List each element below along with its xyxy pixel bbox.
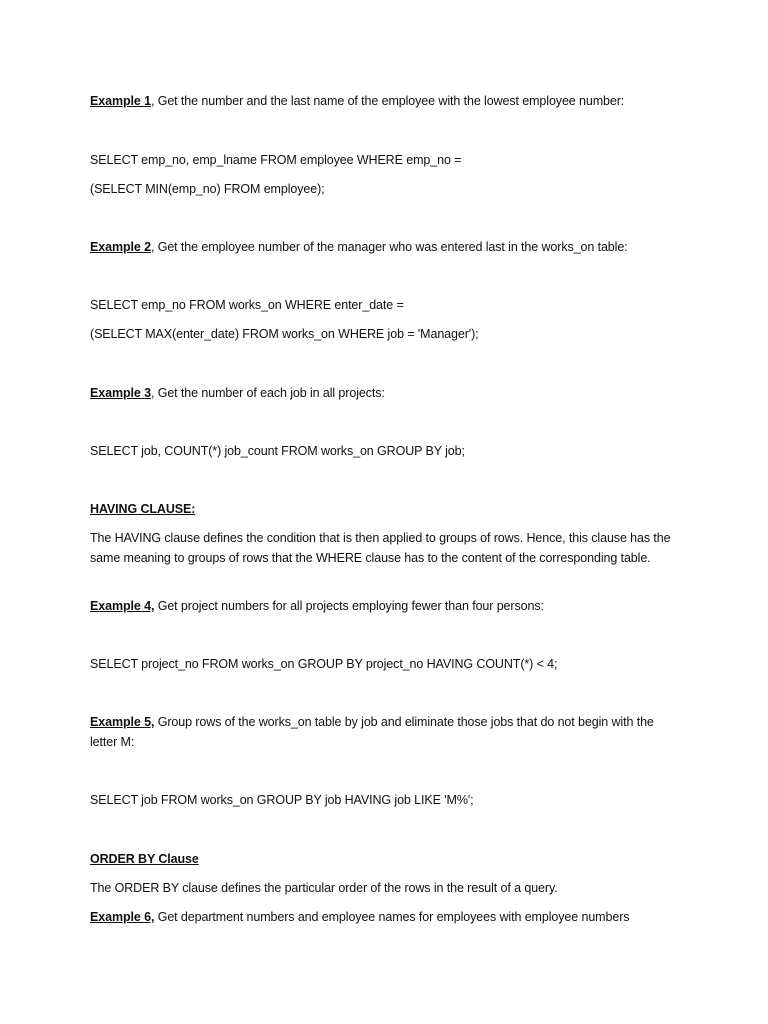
example-1-code-line-1: SELECT emp_no, emp_lname FROM employee WHERE emp_no =: [90, 153, 462, 167]
example-3-description: , Get the number of each job in all projects:: [150, 386, 385, 400]
example-6-description: Get department numbers and employee names for employees with employee numbers: [154, 910, 630, 924]
example-2-code-line-1: SELECT emp_no FROM works_on WHERE enter_date =: [90, 298, 404, 312]
example-2-description: , Get the employee number of the manager who was entered last in the works_on table:: [150, 240, 628, 254]
example-5-description: Group rows of the works_on table by job and eliminate those jobs that do not begin with the letter M:: [90, 715, 654, 749]
example-1-label: Example 1: [90, 94, 151, 108]
order-by-paragraph: The ORDER BY clause defines the particular order of the rows in the result of a query.: [90, 881, 558, 895]
example-1-code-line-2: (SELECT MIN(emp_no) FROM employee);: [90, 182, 325, 196]
example-4-code-line: SELECT project_no FROM works_on GROUP BY project_no HAVING COUNT(*) < 4;: [90, 657, 558, 671]
example-5-label: Example 5,: [90, 715, 155, 729]
example-5-code-line: SELECT job FROM works_on GROUP BY job HAVING job LIKE 'M%';: [90, 793, 474, 807]
order-by-heading: ORDER BY Clause: [90, 852, 199, 866]
example-2-label: Example 2: [90, 240, 151, 254]
example-4-description: Get project numbers for all projects employing fewer than four persons:: [154, 599, 544, 613]
example-1-description: , Get the number and the last name of the employee with the lowest employee number:: [150, 94, 625, 108]
example-2-code-line-2: (SELECT MAX(enter_date) FROM works_on WHERE job = 'Manager');: [90, 327, 479, 341]
example-3-label: Example 3: [90, 386, 151, 400]
example-2-line: [90, 238, 628, 257]
example-6-label: Example 6,: [90, 910, 155, 924]
example-1-line: [90, 92, 624, 111]
having-clause-heading: HAVING CLAUSE:: [90, 502, 196, 516]
example-4-label: Example 4,: [90, 599, 155, 613]
example-5-paragraph: [90, 713, 680, 752]
example-6-line: [90, 908, 629, 927]
example-3-line: [90, 384, 385, 403]
example-4-line: [90, 597, 544, 616]
having-clause-paragraph: The HAVING clause defines the condition that is then applied to groups of rows. Hence, this clause has the same meaning to groups of rows that the WHERE clause has to the content of the corresponding table.: [90, 531, 671, 565]
example-3-code-line-1: SELECT job, COUNT(*) job_count FROM works_on GROUP BY job;: [90, 444, 465, 458]
